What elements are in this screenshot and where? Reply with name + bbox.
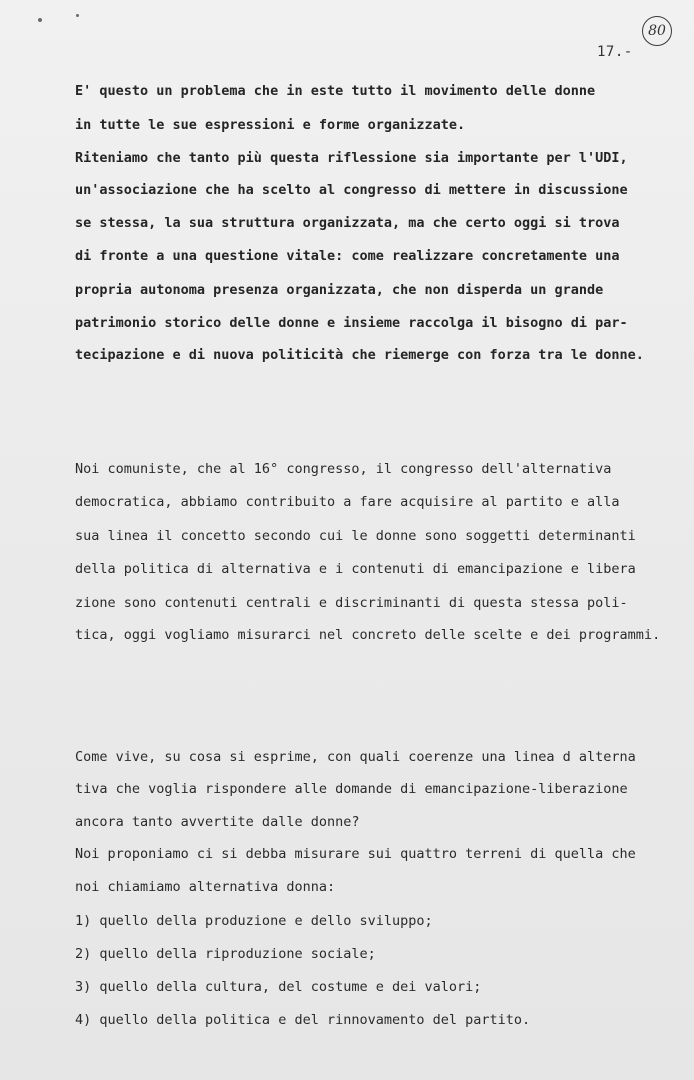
text-line: in tutte le sue espressioni e forme organizzate. <box>75 117 466 133</box>
stamp-number: 80 <box>648 23 666 39</box>
speck-mark <box>38 18 42 22</box>
speck-mark <box>76 14 79 17</box>
text-line: se stessa, la sua struttura organizzata, ma che certo oggi si trova <box>75 215 620 231</box>
text-line: democratica, abbiamo contribuito a fare acquisire al partito e alla <box>75 494 620 510</box>
text-line: propria autonoma presenza organizzata, che non disperda un grande <box>75 282 604 298</box>
list-item: 4) quello della politica e del rinnovamento del partito. <box>75 1012 531 1028</box>
text-line: Noi proponiamo ci si debba misurare sui quattro terreni di quella che <box>75 846 636 862</box>
text-line: E' questo un problema che in este tutto il movimento delle donne <box>75 83 596 99</box>
text-line: della politica di alternativa e i contenuti di emancipazione e libera <box>75 561 636 577</box>
archive-stamp <box>642 16 672 46</box>
list-item: 3) quello della cultura, del costume e dei valori; <box>75 979 482 995</box>
text-line: sua linea il concetto secondo cui le donne sono soggetti determinanti <box>75 528 636 544</box>
text-line: di fronte a una questione vitale: come realizzare concretamente una <box>75 248 620 264</box>
list-item: 1) quello della produzione e dello sviluppo; <box>75 913 433 929</box>
text-line: un'associazione che ha scelto al congresso di mettere in discussione <box>75 182 628 198</box>
text-line: Noi comuniste, che al 16° congresso, il congresso dell'alternativa <box>75 461 612 477</box>
text-line: tiva che voglia rispondere alle domande di emancipazione-liberazione <box>75 781 628 797</box>
text-line: ancora tanto avvertite dalle donne? <box>75 814 360 830</box>
text-line: Come vive, su cosa si esprime, con quali coerenze una linea d alterna <box>75 749 636 765</box>
list-item: 2) quello della riproduzione sociale; <box>75 946 376 962</box>
text-line: zione sono contenuti centrali e discriminanti di questa stessa poli- <box>75 595 628 611</box>
text-line: tecipazione e di nuova politicità che riemerge con forza tra le donne. <box>75 347 644 363</box>
text-line: tica, oggi vogliamo misurarci nel concreto delle scelte e dei programmi. <box>75 627 661 643</box>
page-number: 17.- <box>597 44 633 60</box>
text-line: Riteniamo che tanto più questa riflessione sia importante per l'UDI, <box>75 150 628 166</box>
text-line: noi chiamiamo alternativa donna: <box>75 879 336 895</box>
text-line: patrimonio storico delle donne e insieme raccolga il bisogno di par- <box>75 315 628 331</box>
